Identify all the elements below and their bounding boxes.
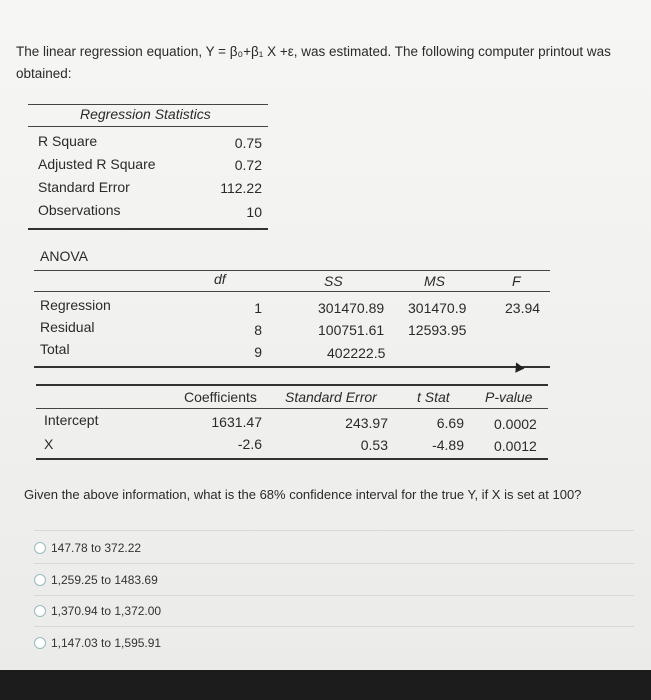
table-rule (36, 384, 548, 386)
anova-row-label: Residual (40, 319, 95, 335)
stat-value: 0.72 (234, 157, 262, 173)
answer-option-label: 1,370.94 to 1,372.00 (51, 604, 162, 618)
coef-row-label: Intercept (44, 412, 99, 428)
anova-df: 9 (254, 344, 262, 360)
anova-header-ms: MS (424, 273, 445, 289)
coef-header-p-value: P-value (485, 389, 533, 405)
anova-df: 1 (254, 300, 262, 316)
anova-df: 8 (254, 322, 262, 338)
mouse-cursor-icon (512, 360, 525, 372)
anova-ms: 301470.9 (408, 300, 467, 316)
anova-f: 23.94 (505, 300, 541, 316)
coef-header-coefficients: Coefficients (184, 389, 257, 405)
coef-header-t-stat: t Stat (417, 389, 450, 405)
option-divider (34, 626, 634, 627)
coef-standard-error: 243.97 (345, 415, 388, 431)
stat-value: 0.75 (234, 135, 262, 151)
coef-row-label: X (44, 436, 54, 452)
bottom-bar (0, 670, 651, 700)
table-rule (36, 458, 548, 460)
question-text: The linear regression equation, Y = β₀+β₁ X +ε, was estimated. The following computer printout was obtained: (16, 44, 611, 81)
table-rule (34, 270, 550, 271)
answer-option-label: 1,259.25 to 1483.69 (51, 573, 158, 587)
coef-p-value: 0.0002 (494, 416, 537, 432)
anova-row-label: Total (40, 341, 70, 357)
stat-value: 10 (246, 204, 262, 220)
coef-header-standard-error: Standard Error (285, 389, 377, 405)
answer-option[interactable] (34, 573, 158, 587)
answer-option[interactable] (34, 604, 161, 618)
table-rule (36, 408, 548, 409)
stat-value: 112.22 (220, 180, 262, 196)
anova-header-ss: SS (324, 273, 343, 289)
anova-header-df: df (214, 271, 226, 287)
coef-standard-error: 0.53 (360, 437, 388, 453)
table-rule (28, 126, 268, 127)
coef-p-value: 0.0012 (494, 438, 537, 454)
coef-value: 1631.47 (211, 414, 262, 430)
stat-label: Standard Error (38, 179, 130, 195)
answer-option[interactable] (34, 636, 161, 650)
radio-button-icon[interactable] (34, 574, 46, 586)
regression-statistics-title: Regression Statistics (80, 106, 211, 122)
anova-ss: 301470.89 (318, 300, 385, 316)
stat-label: Adjusted R Square (38, 156, 156, 172)
option-divider (34, 595, 634, 596)
question-prompt: Given the above information, what is the 68% confidence interval for the true Y, if X is set at 100? (24, 487, 582, 502)
anova-ss: 100751.61 (318, 322, 385, 338)
table-rule (28, 228, 268, 230)
table-rule (34, 291, 550, 292)
radio-button-icon[interactable] (34, 637, 46, 649)
option-divider (34, 530, 634, 531)
answer-option-label: 1,147.03 to 1,595.91 (51, 636, 162, 650)
table-rule (28, 104, 268, 105)
answer-option[interactable] (34, 541, 141, 555)
anova-ss: 402222.5 (327, 345, 386, 361)
coef-value: -2.6 (237, 436, 262, 452)
anova-ms: 12593.95 (408, 322, 467, 338)
radio-button-icon[interactable] (34, 542, 46, 554)
anova-header-f: F (512, 273, 521, 289)
answer-option-label: 147.78 to 372.22 (51, 541, 142, 555)
table-rule (34, 366, 550, 368)
radio-button-icon[interactable] (34, 605, 46, 617)
anova-row-label: Regression (40, 297, 111, 313)
coef-t-stat: -4.89 (432, 437, 464, 453)
stat-label: Observations (38, 202, 121, 218)
stat-label: R Square (38, 133, 98, 149)
option-divider (34, 563, 634, 564)
anova-title: ANOVA (40, 248, 88, 264)
coef-t-stat: 6.69 (436, 415, 464, 431)
